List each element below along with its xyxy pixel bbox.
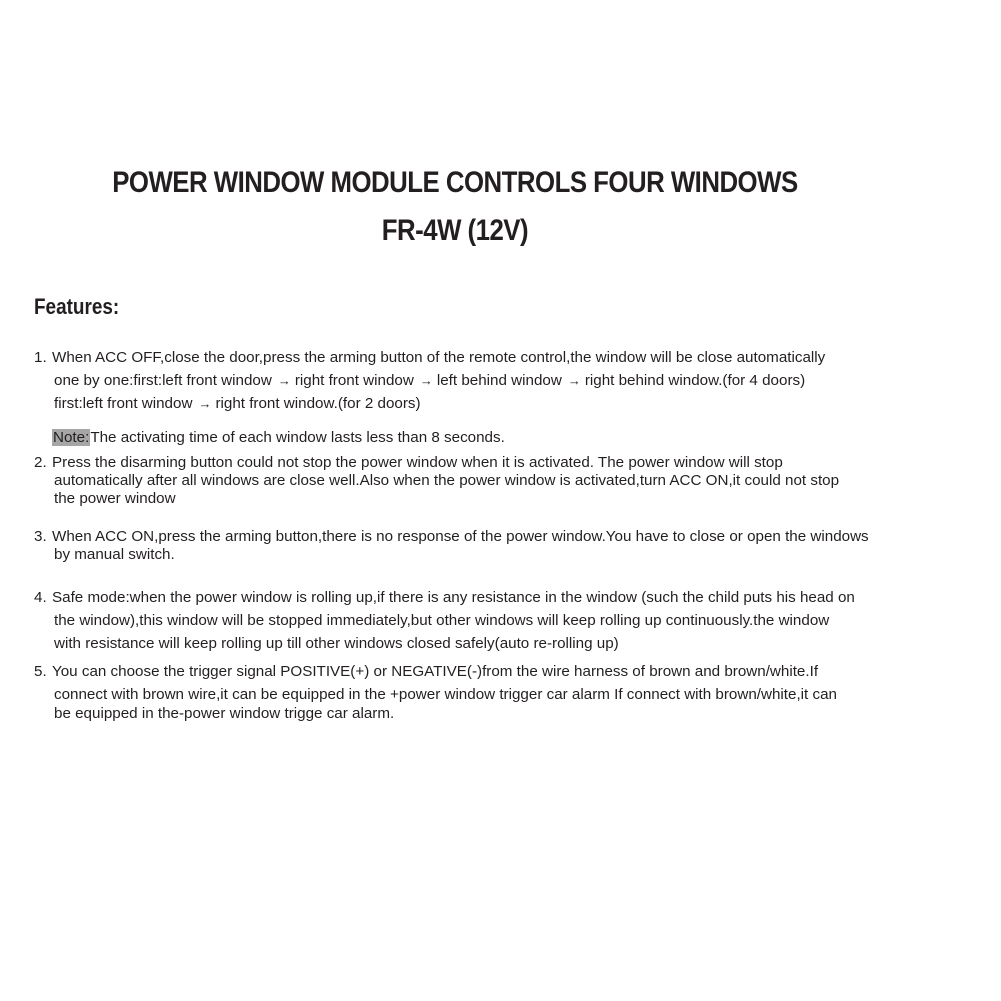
window-sequence-step: one by one:first:left front window xyxy=(54,372,272,389)
item-text-line: the power window xyxy=(54,490,176,507)
item-text-line: by manual switch. xyxy=(54,546,175,563)
arrow-right-icon: → xyxy=(567,373,581,388)
model-subtitle: FR-4W (12V) xyxy=(381,214,529,247)
arrow-right-icon: → xyxy=(277,373,291,388)
item-text-line: be equipped in the-power window trigge car alarm. xyxy=(54,705,395,722)
item-text-line xyxy=(54,395,421,413)
document-title: POWER WINDOW MODULE CONTROLS FOUR WINDOWS xyxy=(112,166,798,199)
note xyxy=(52,429,505,447)
item-text-line: When ACC OFF,close the door,press the arming button of the remote control,the window will be close automatically xyxy=(52,349,826,366)
item-text-line: Press the disarming button could not stop the power window when it is activated. The power window will stop xyxy=(52,454,783,471)
item-text-line xyxy=(54,372,805,390)
item-text-line: Safe mode:when the power window is rolling up,if there is any resistance in the window (such the child puts his head on xyxy=(52,589,855,606)
item-text-line: automatically after all windows are close well.Also when the power window is activated,turn ACC ON,it could not stop xyxy=(54,472,840,489)
item-number: 4. xyxy=(34,589,47,606)
item-text-line: with resistance will keep rolling up till other windows closed safely(auto re-rolling up) xyxy=(54,635,619,652)
item-text-line: When ACC ON,press the arming button,there is no response of the power window.You have to close or open the windows xyxy=(52,528,869,545)
features-heading: Features: xyxy=(34,294,120,319)
item-text-line: connect with brown wire,it can be equipped in the +power window trigger car alarm If connect with brown/white,it can xyxy=(54,686,837,703)
arrow-right-icon: → xyxy=(419,373,433,388)
window-sequence-step: left behind window xyxy=(436,372,562,389)
window-sequence-step: first:left front window xyxy=(54,395,193,412)
note-label: Note: xyxy=(53,429,90,446)
item-number: 2. xyxy=(34,454,47,471)
arrow-right-icon: → xyxy=(198,396,212,411)
item-text-line: You can choose the trigger signal POSITIVE(+) or NEGATIVE(-)from the wire harness of brown and brown/white.If xyxy=(52,663,819,680)
note-text: The activating time of each window lasts less than 8 seconds. xyxy=(90,429,505,446)
item-number: 5. xyxy=(34,663,47,680)
window-sequence-step: right behind window.(for 4 doors) xyxy=(584,372,806,389)
window-sequence-step: right front window.(for 2 doors) xyxy=(215,395,421,412)
item-number: 3. xyxy=(34,528,47,545)
item-text-line: the window),this window will be stopped immediately,but other windows will keep rolling up continuously.the window xyxy=(54,612,830,629)
window-sequence-step: right front window xyxy=(294,372,414,389)
item-number: 1. xyxy=(34,349,47,366)
